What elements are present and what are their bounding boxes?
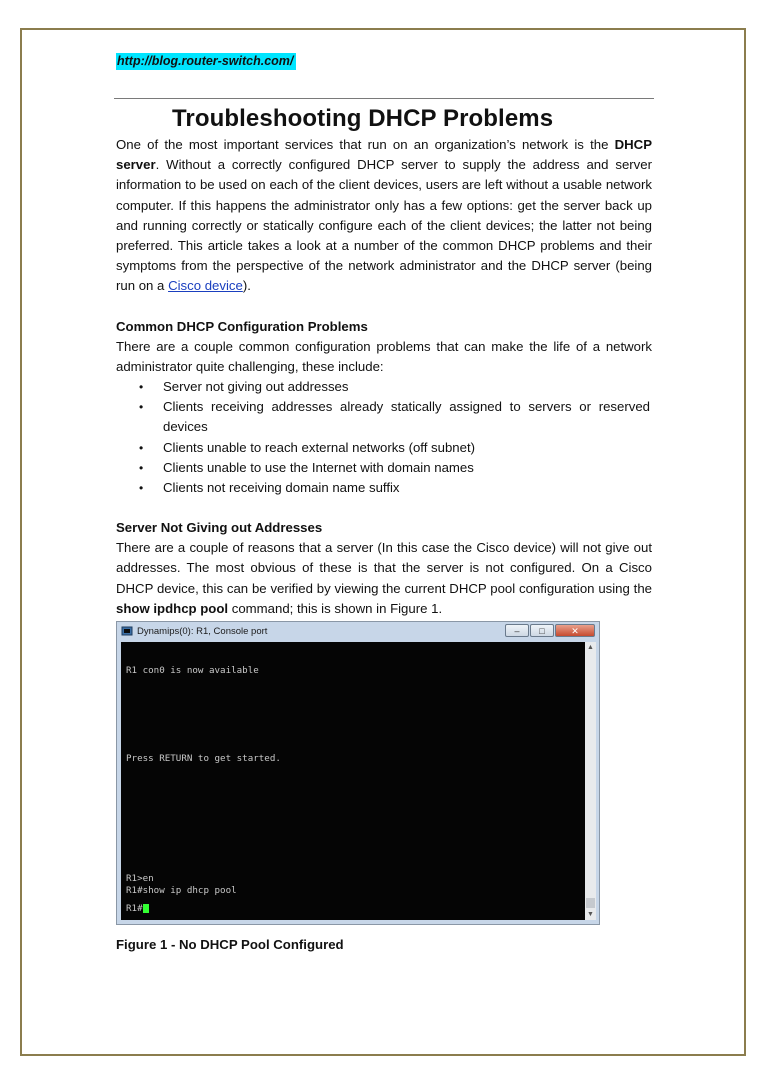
list-item: • Clients receiving addresses already statically assigned to servers or reserved devices	[163, 397, 652, 437]
intro-text-3: ).	[242, 278, 251, 294]
console-window-title: Dynamips(0): R1, Console port	[137, 625, 268, 637]
maximize-button[interactable]: □	[530, 624, 554, 637]
console-line: R1>en	[126, 873, 154, 885]
document-content	[116, 52, 652, 952]
section-heading-common-problems: Common DHCP Configuration Problems	[116, 318, 368, 334]
intro-paragraph	[116, 135, 652, 297]
console-screen	[121, 642, 585, 920]
list-item: • Server not giving out addresses	[163, 377, 652, 397]
console-app-icon	[121, 626, 133, 637]
console-window-screenshot	[116, 621, 600, 925]
console-scrollbar[interactable]	[585, 642, 596, 920]
list-item: • Clients unable to reach external networks (off subnet)	[163, 438, 652, 458]
console-line: R1#show ip dhcp pool	[126, 885, 237, 897]
minimize-button[interactable]: –	[505, 624, 529, 637]
intro-text-1: One of the most important services that run on an organization’s network is the	[116, 137, 615, 152]
section-heading-server-not-giving-addresses: Server Not Giving out Addresses	[116, 520, 323, 536]
scroll-up-arrow-icon[interactable]: ▲	[587, 644, 594, 652]
problems-list	[116, 377, 652, 498]
console-line: Press RETURN to get started.	[126, 753, 281, 765]
console-prompt-line	[126, 903, 149, 914]
section1-paragraph: There are a couple common configuration problems that can make the life of a network administrator quite challenging, these include:	[116, 338, 652, 374]
cursor-block	[143, 904, 149, 913]
section2-bold-command: show ipdhcp pool	[116, 600, 229, 616]
page-title: Troubleshooting DHCP Problems	[172, 105, 554, 132]
header-divider	[114, 98, 654, 99]
intro-text-2: . Without a correctly configured DHCP server to supply the address and server information to be used on each of the client devices, users are left without a usable network computer. If this happens the administrator only has a few options: get the server back up and running correctly or statically configure each of the client devices; the latter not being preferred. This article takes a look at a number of the common DHCP problems and their symptoms from the perspective of the network administrator and the DHCP server (being run on a	[116, 157, 652, 294]
section2-paragraph	[116, 538, 652, 619]
figure-caption: Figure 1 - No DHCP Pool Configured	[116, 937, 344, 953]
console-line: R1 con0 is now available	[126, 665, 259, 677]
section2-text-1: There are a couple of reasons that a server (In this case the Cisco device) will not give out addresses. The most obvious of these is that the server is not configured. On a Cisco DHCP device, this can be verified by viewing the current DHCP pool configuration using the	[116, 540, 652, 596]
header-url[interactable]: http://blog.router-switch.com/	[116, 53, 296, 70]
list-item: • Clients not receiving domain name suffix	[163, 478, 652, 498]
scroll-down-arrow-icon[interactable]: ▼	[587, 911, 594, 919]
console-prompt: R1#	[126, 903, 143, 915]
list-item: • Clients unable to use the Internet with domain names	[163, 458, 652, 478]
scroll-thumb[interactable]	[586, 898, 595, 908]
close-button[interactable]: ✕	[555, 624, 595, 637]
section2-text-2: command; this is shown in Figure 1.	[228, 600, 443, 616]
intro-bold-dhcp-server: DHCP server	[116, 137, 652, 173]
cisco-device-link[interactable]: Cisco device	[168, 278, 243, 294]
window-controls	[504, 624, 595, 637]
